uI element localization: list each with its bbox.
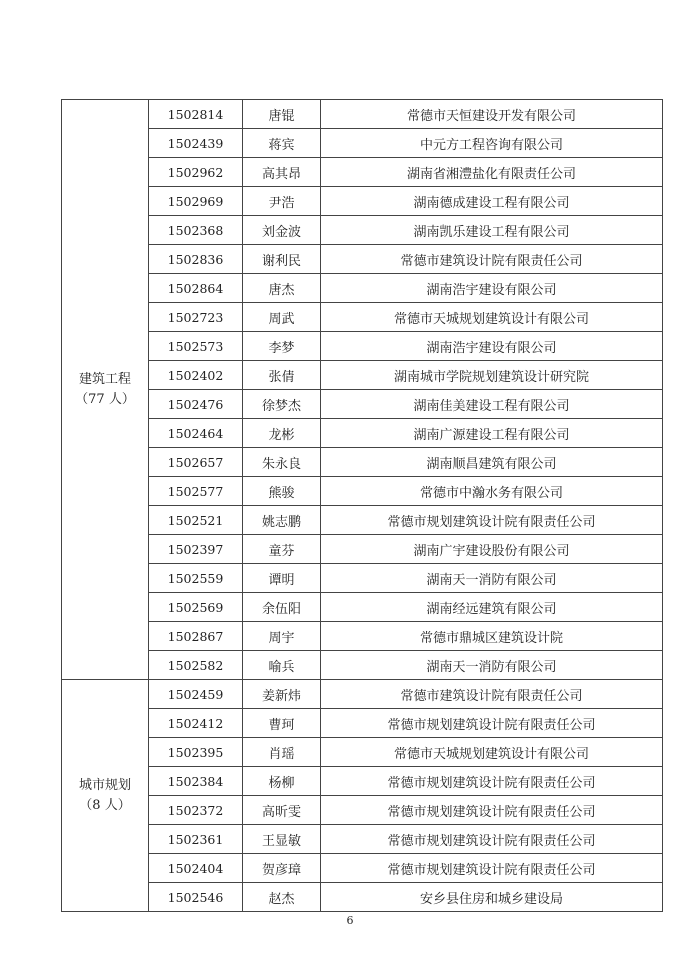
id-cell: 1502573 <box>149 332 243 361</box>
org-cell: 常德市鼎城区建筑设计院 <box>321 622 663 651</box>
name-cell: 赵杰 <box>243 883 321 912</box>
id-cell: 1502582 <box>149 651 243 680</box>
id-cell: 1502395 <box>149 738 243 767</box>
table-row <box>62 622 663 651</box>
id-cell: 1502361 <box>149 825 243 854</box>
table-row <box>62 390 663 419</box>
org-cell: 湖南城市学院规划建筑设计研究院 <box>321 361 663 390</box>
name-cell: 曹珂 <box>243 709 321 738</box>
name-cell: 高其昂 <box>243 158 321 187</box>
table-row <box>62 274 663 303</box>
table-row <box>62 564 663 593</box>
table-row <box>62 535 663 564</box>
id-cell: 1502439 <box>149 129 243 158</box>
id-cell: 1502962 <box>149 158 243 187</box>
category-label: 建筑工程 <box>78 371 131 387</box>
table-row <box>62 854 663 883</box>
id-cell: 1502814 <box>149 100 243 129</box>
id-cell: 1502368 <box>149 216 243 245</box>
id-cell: 1502836 <box>149 245 243 274</box>
org-cell: 湖南天一消防有限公司 <box>321 564 663 593</box>
id-cell: 1502402 <box>149 361 243 390</box>
id-cell: 1502384 <box>149 767 243 796</box>
org-cell: 中元方工程咨询有限公司 <box>321 129 663 158</box>
org-cell: 湖南凯乐建设工程有限公司 <box>321 216 663 245</box>
org-cell: 常德市天恒建设开发有限公司 <box>321 100 663 129</box>
name-cell: 姜新炜 <box>243 680 321 709</box>
name-cell: 喻兵 <box>243 651 321 680</box>
table-row <box>62 187 663 216</box>
id-cell: 1502404 <box>149 854 243 883</box>
name-cell: 周武 <box>243 303 321 332</box>
org-cell: 常德市规划建筑设计院有限责任公司 <box>321 825 663 854</box>
name-cell: 余伍阳 <box>243 593 321 622</box>
table-row <box>62 245 663 274</box>
table-row <box>62 506 663 535</box>
org-cell: 湖南浩宇建设有限公司 <box>321 332 663 361</box>
org-cell: 湖南浩宇建设有限公司 <box>321 274 663 303</box>
org-cell: 常德市建筑设计院有限责任公司 <box>321 680 663 709</box>
org-cell: 湖南顺昌建筑有限公司 <box>321 448 663 477</box>
org-cell: 湖南省湘澧盐化有限责任公司 <box>321 158 663 187</box>
name-cell: 朱永良 <box>243 448 321 477</box>
org-cell: 常德市规划建筑设计院有限责任公司 <box>321 854 663 883</box>
name-cell: 杨柳 <box>243 767 321 796</box>
table-row <box>62 680 663 709</box>
category-count: （77 人） <box>75 391 135 407</box>
table-row <box>62 100 663 129</box>
org-cell: 常德市中瀚水务有限公司 <box>321 477 663 506</box>
id-cell: 1502397 <box>149 535 243 564</box>
name-cell: 唐锟 <box>243 100 321 129</box>
name-cell: 蒋宾 <box>243 129 321 158</box>
id-cell: 1502464 <box>149 419 243 448</box>
org-cell: 安乡县住房和城乡建设局 <box>321 883 663 912</box>
name-cell: 童芬 <box>243 535 321 564</box>
name-cell: 肖瑶 <box>243 738 321 767</box>
id-cell: 1502412 <box>149 709 243 738</box>
name-cell: 贺彦璋 <box>243 854 321 883</box>
org-cell: 湖南佳美建设工程有限公司 <box>321 390 663 419</box>
org-cell: 常德市规划建筑设计院有限责任公司 <box>321 767 663 796</box>
name-cell: 唐杰 <box>243 274 321 303</box>
table-row <box>62 796 663 825</box>
table-row <box>62 477 663 506</box>
name-cell: 尹浩 <box>243 187 321 216</box>
org-cell: 常德市天城规划建筑设计有限公司 <box>321 738 663 767</box>
id-cell: 1502476 <box>149 390 243 419</box>
org-cell: 常德市规划建筑设计院有限责任公司 <box>321 709 663 738</box>
table-row <box>62 332 663 361</box>
category-cell <box>62 680 149 912</box>
id-cell: 1502459 <box>149 680 243 709</box>
id-cell: 1502546 <box>149 883 243 912</box>
table-row <box>62 883 663 912</box>
id-cell: 1502569 <box>149 593 243 622</box>
name-cell: 张倩 <box>243 361 321 390</box>
name-cell: 周宇 <box>243 622 321 651</box>
name-cell: 高昕雯 <box>243 796 321 825</box>
org-cell: 湖南广宇建设股份有限公司 <box>321 535 663 564</box>
name-cell: 龙彬 <box>243 419 321 448</box>
org-cell: 湖南德成建设工程有限公司 <box>321 187 663 216</box>
table-row <box>62 709 663 738</box>
table-row <box>62 767 663 796</box>
category-label: 城市规划 <box>78 777 131 793</box>
roster-table <box>61 99 663 912</box>
table-row <box>62 419 663 448</box>
id-cell: 1502577 <box>149 477 243 506</box>
name-cell: 王显敏 <box>243 825 321 854</box>
id-cell: 1502559 <box>149 564 243 593</box>
name-cell: 熊骏 <box>243 477 321 506</box>
table-row <box>62 825 663 854</box>
table-row <box>62 738 663 767</box>
table-row <box>62 158 663 187</box>
table-row <box>62 129 663 158</box>
org-cell: 湖南经远建筑有限公司 <box>321 593 663 622</box>
id-cell: 1502867 <box>149 622 243 651</box>
id-cell: 1502969 <box>149 187 243 216</box>
name-cell: 谢利民 <box>243 245 321 274</box>
org-cell: 常德市天城规划建筑设计有限公司 <box>321 303 663 332</box>
name-cell: 姚志鹏 <box>243 506 321 535</box>
id-cell: 1502723 <box>149 303 243 332</box>
table-row <box>62 361 663 390</box>
roster-body <box>62 100 663 912</box>
category-count: （8 人） <box>79 797 131 813</box>
table-row <box>62 303 663 332</box>
table-row <box>62 651 663 680</box>
page-number: 6 <box>346 914 354 927</box>
name-cell: 谭明 <box>243 564 321 593</box>
table-row <box>62 593 663 622</box>
org-cell: 常德市规划建筑设计院有限责任公司 <box>321 506 663 535</box>
id-cell: 1502657 <box>149 448 243 477</box>
name-cell: 刘金波 <box>243 216 321 245</box>
id-cell: 1502521 <box>149 506 243 535</box>
table-row <box>62 448 663 477</box>
org-cell: 湖南天一消防有限公司 <box>321 651 663 680</box>
name-cell: 李梦 <box>243 332 321 361</box>
table-row <box>62 216 663 245</box>
name-cell: 徐梦杰 <box>243 390 321 419</box>
org-cell: 常德市规划建筑设计院有限责任公司 <box>321 796 663 825</box>
org-cell: 常德市建筑设计院有限责任公司 <box>321 245 663 274</box>
id-cell: 1502864 <box>149 274 243 303</box>
org-cell: 湖南广源建设工程有限公司 <box>321 419 663 448</box>
id-cell: 1502372 <box>149 796 243 825</box>
category-cell <box>62 100 149 680</box>
